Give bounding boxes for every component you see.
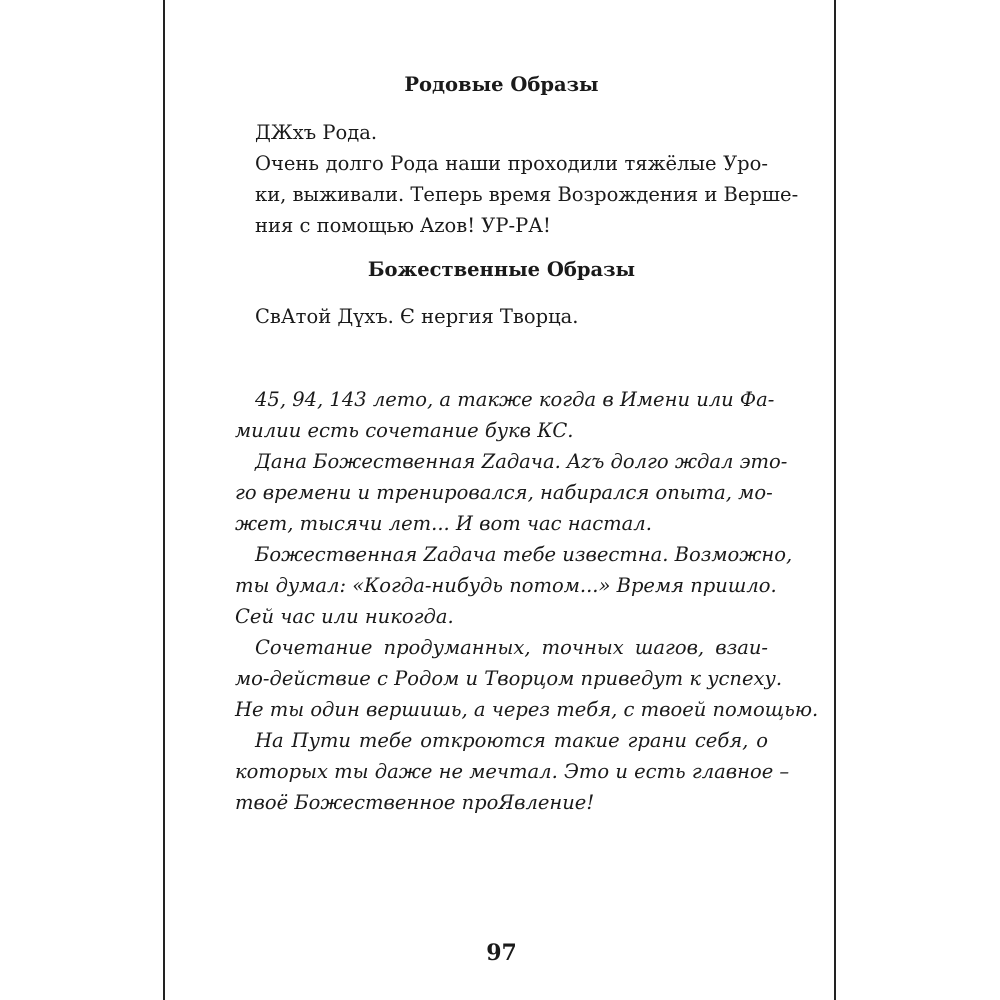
text-line: которых ты даже не мечтал. Это и есть главное – [235, 760, 790, 783]
section-heading-bozhestvennye: Божественные Образы [367, 258, 636, 281]
text-line: милии есть сочетание букв КС. [235, 419, 574, 442]
text-line: 45, 94, 143 лето, а также когда в Имени или Фа- [255, 388, 775, 411]
text-line: На Пути тебе откроются такие грани себя, о [255, 729, 768, 752]
text-line: ДЖхъ Рода. [255, 121, 378, 144]
text-line: ния с помощью Azов! УР-РА! [255, 214, 551, 237]
text-line: мо-действие с Родом и Творцом приведут к успеху. [235, 667, 783, 690]
section-body-rodovye [255, 117, 799, 241]
text-line: Очень долго Рода наши проходили тяжёлые Уро- [255, 152, 768, 175]
text-line: ки, выживали. Теперь время Возрождения и Верше- [255, 183, 799, 206]
text-line: твоё Божественное проЯвление! [235, 791, 595, 814]
text-line: ты думал: «Когда-нибудь потом...» Время пришло. [235, 574, 777, 597]
text-line: Не ты один вершишь, а через тебя, с твоей помощью. [235, 698, 819, 721]
text-line: Божественная Zадача тебе известна. Возможно, [255, 543, 793, 566]
italic-passage [235, 384, 819, 818]
text-line: го времени и тренировался, набирался опыта, мо- [235, 481, 773, 504]
text-line: Сей час или никогда. [235, 605, 454, 628]
text-line: Сочетание продуманных, точных шагов, взаи- [255, 636, 768, 659]
section-body-bozhestvennye [255, 301, 768, 332]
text-line: жет, тысячи лет... И вот час настал. [235, 512, 652, 535]
text-line: Дана Божественная Zадача. Azъ долго ждал это- [255, 450, 788, 473]
page-number: 97 [486, 940, 517, 966]
book-page [163, 0, 836, 1000]
section-heading-rodovye: Родовые Образы [404, 73, 599, 96]
text-line: СвАтой Дүхъ. Є нергия Творца. [255, 305, 579, 328]
